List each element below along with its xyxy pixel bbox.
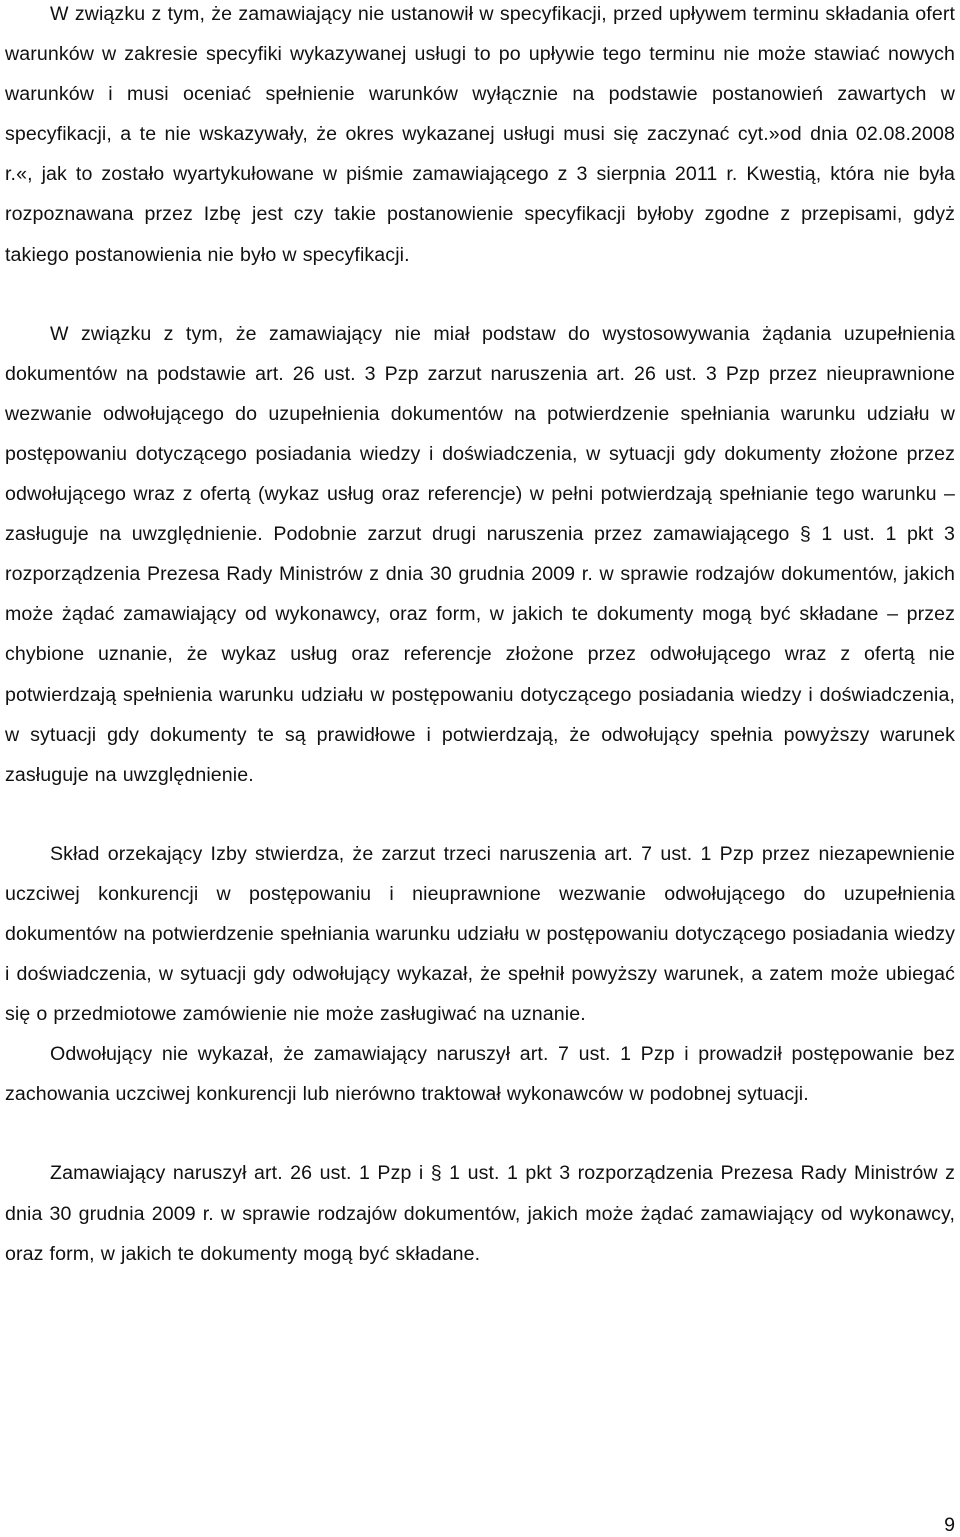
paragraph-5: Zamawiający naruszył art. 26 ust. 1 Pzp i § 1 ust. 1 pkt 3 rozporządzenia Prezesa Rady Ministrów z dnia 30 grudnia 2009 r. w sprawie rodzajów dokumentów, jakich może żądać zamawiający od wykonawcy, oraz form, w jakich te dokumenty mogą być składane. — [5, 1162, 955, 1265]
paragraph-2: W związku z tym, że zamawiający nie miał podstaw do wystosowywania żądania uzupełnienia dokumentów na podstawie art. 26 ust. 3 Pzp zarzut naruszenia art. 26 ust. 3 Pzp przez nieuprawnione wezwanie odwołującego do uzupełnienia dokumentów na potwierdzenie spełniania warunku udziału w postępowaniu dotyczącego posiadania wiedzy i doświadczenia, w sytuacji gdy dokumenty złożone przez odwołującego wraz z ofertą (wykaz usług oraz referencje) w pełni potwierdzają spełnianie tego warunku – zasługuje na uwzględnienie. Podobnie zarzut drugi naruszenia przez zamawiającego § 1 ust. 1 pkt 3 rozporządzenia Prezesa Rady Ministrów z dnia 30 grudnia 2009 r. w sprawie rodzajów dokumentów, jakich może żądać zamawiający od wykonawcy, oraz form, w jakich te dokumenty mogą być składane – przez chybione uznanie, że wykaz usług oraz referencje złożone przez odwołującego wraz z ofertą nie potwierdzają spełnienia warunku udziału w postępowaniu dotyczącego posiadania wiedzy i doświadczenia, w sytuacji gdy dokumenty te są prawidłowe i potwierdzają, że odwołujący spełnia powyższy warunek zasługuje na uwzględnienie. — [5, 322, 955, 786]
paragraph-1: W związku z tym, że zamawiający nie ustanowił w specyfikacji, przed upływem terminu składania ofert warunków w zakresie specyfiki wykazywanej usługi to po upływie tego terminu nie może stawiać nowych warunków i musi oceniać spełnienie warunków wyłącznie na podstawie postanowień zawartych w specyfikacji, a te nie wskazywały, że okres wykazanej usługi musi się zaczynać cyt.»od dnia 02.08.2008 r.«, jak to zostało wyartykułowane w piśmie zamawiającego z 3 sierpnia 2011 r. Kwestią, która nie była rozpoznawana przez Izbę jest czy takie postanowienie specyfikacji byłoby zgodne z przepisami, gdyż takiego postanowienia nie było w specyfikacji. — [5, 3, 955, 266]
paragraph-4: Odwołujący nie wykazał, że zamawiający naruszył art. 7 ust. 1 Pzp i prowadził postępowanie bez zachowania uczciwej konkurencji lub nierówno traktował wykonawców w podobnej sytuacji. — [5, 1043, 955, 1106]
page-number: 9 — [944, 1514, 955, 1536]
paragraph-3: Skład orzekający Izby stwierdza, że zarzut trzeci naruszenia art. 7 ust. 1 Pzp przez niezapewnienie uczciwej konkurencji w postępowaniu i nieuprawnione wezwanie odwołującego do uzupełnienia dokumentów na potwierdzenie spełniania warunku udziału w postępowaniu dotyczącego posiadania wiedzy i doświadczenia, w sytuacji gdy odwołujący wykazał, że spełnił powyższy warunek, a zatem może ubiegać się o przedmiotowe zamówienie nie może zasługiwać na uznanie. — [5, 842, 955, 1026]
document-page — [5, 0, 955, 1274]
